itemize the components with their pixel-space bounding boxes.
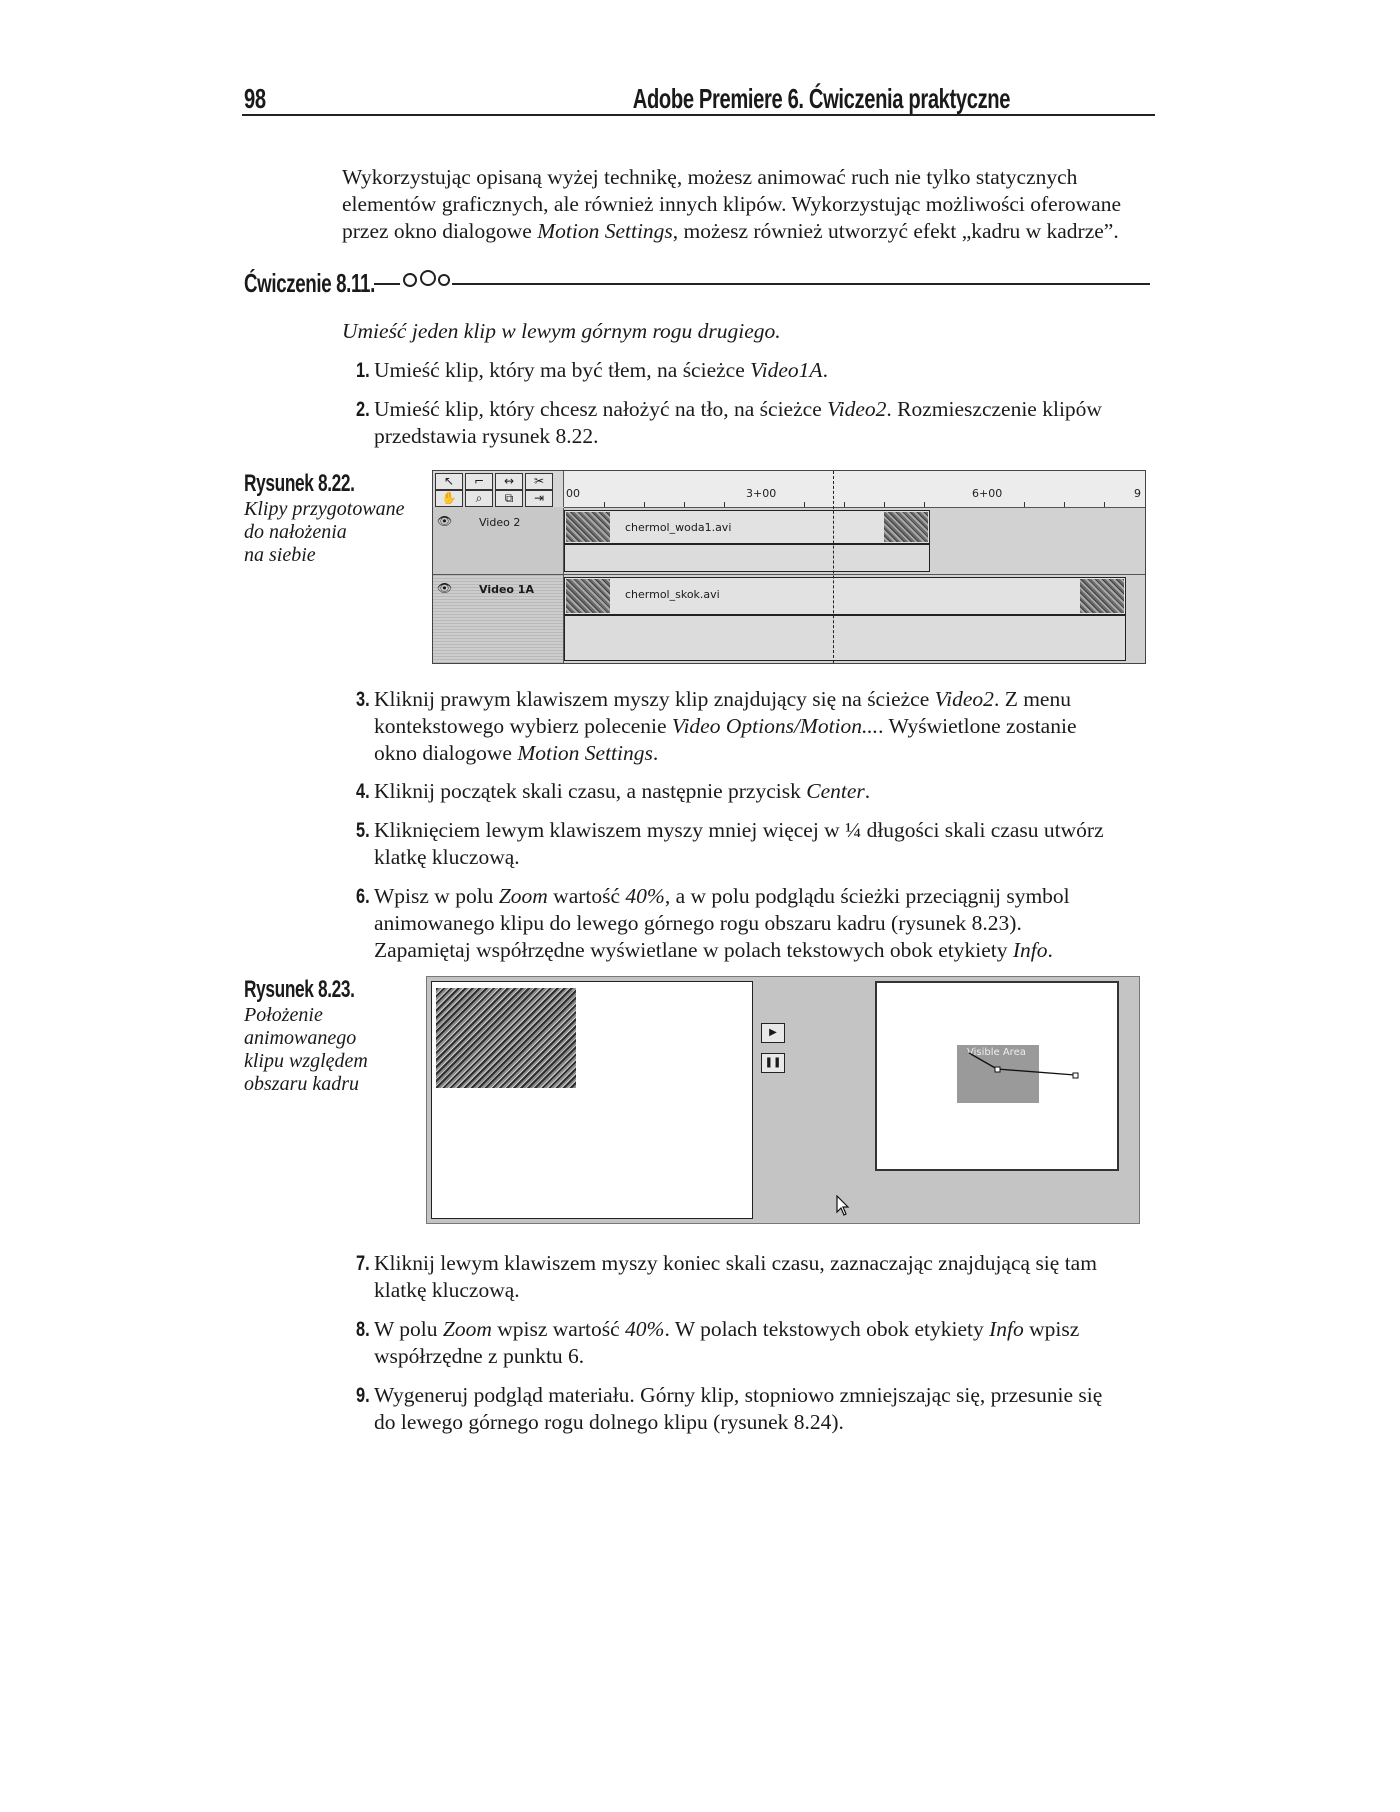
text-run: , a w polu podglądu ścieżki przeciągnij symbol	[664, 884, 1070, 908]
text-run: Wygeneruj podgląd materiału. Górny klip, stopniowo zmniejszając się, przesunie się	[374, 1383, 1103, 1407]
clip-lower-band[interactable]	[564, 615, 1126, 661]
clip-thumbnail	[1080, 579, 1124, 613]
intro-line-3	[342, 218, 1154, 245]
exercise-goal: Umieść jeden klip w lewym górnym rogu drugiego.	[342, 319, 781, 343]
clip-thumbnail	[566, 512, 610, 542]
clip-name: chermol_woda1.avi	[625, 521, 732, 534]
caption-line: animowanego	[244, 1027, 357, 1049]
text-run: .	[1047, 938, 1053, 962]
clip-thumbnail	[566, 579, 610, 613]
block-select-icon[interactable]: ⌐	[465, 473, 493, 490]
step-6	[356, 883, 1156, 962]
exercise-label: Ćwiczenie 8.11.	[244, 268, 375, 298]
eye-icon[interactable]: 👁	[437, 514, 453, 528]
step-number: 4.	[356, 780, 370, 803]
text-run: Kliknij prawym klawiszem myszy klip znajdujący się na ścieżce	[374, 687, 935, 711]
step-number: 6.	[356, 885, 370, 908]
ruler-tick	[924, 502, 925, 507]
clip-woda[interactable]	[564, 510, 930, 544]
text-run-italic: Zoom	[442, 1317, 492, 1341]
text-run: klatkę kluczową.	[374, 1278, 520, 1302]
motion-settings-screenshot	[426, 976, 1140, 1224]
playhead[interactable]	[833, 471, 835, 663]
step-9	[356, 1382, 1156, 1434]
step-3	[356, 686, 1156, 765]
visible-area-label: Visible Area	[967, 1047, 1026, 1058]
track-video2[interactable]	[564, 508, 1145, 575]
text-run-italic: Center	[806, 779, 865, 803]
text-run: W polu	[374, 1317, 443, 1341]
step-number: 1.	[356, 359, 370, 382]
time-ruler[interactable]	[564, 471, 1145, 508]
caption-line: do nałożenia	[244, 521, 347, 543]
figure-8-23-caption	[244, 976, 424, 1096]
ruler-label: 6+00	[972, 487, 1003, 500]
step-7	[356, 1250, 1156, 1302]
step-number: 8.	[356, 1318, 370, 1341]
selection-tool-icon[interactable]: ↖	[435, 473, 463, 490]
text-run: . Z menu	[993, 687, 1071, 711]
ruler-label: 9	[1134, 487, 1141, 500]
pause-icon[interactable]: ❚❚	[761, 1053, 785, 1073]
track-header-video2[interactable]	[433, 508, 564, 575]
text-run: Umieść klip, który chcesz nałożyć na tło, na ścieżce	[374, 397, 828, 421]
text-run-italic: 40%	[625, 884, 665, 908]
text-run-italic: Motion Settings	[517, 741, 653, 765]
caption-line: Klipy przygotowane	[244, 498, 405, 520]
text-run-italic: Video2	[827, 397, 887, 421]
ruler-tick	[724, 502, 725, 507]
ruler-tick	[844, 502, 845, 507]
caption-line: obszaru kadru	[244, 1073, 360, 1095]
text-run: przedstawia rysunek 8.22.	[374, 424, 599, 448]
text-run: Zapamiętaj współrzędne wyświetlane w polach tekstowych obok etykiety	[374, 938, 1013, 962]
step-5	[356, 817, 1156, 869]
track-name: Video 2	[479, 516, 521, 529]
text-run: Kliknij lewym klawiszem myszy koniec skali czasu, zaznaczając znajdującą się tam	[374, 1251, 1097, 1275]
step-8	[356, 1316, 1156, 1368]
text-run: przez okno dialogowe	[342, 219, 538, 243]
text-run: klatkę kluczową.	[374, 845, 520, 869]
ruler-label: 3+00	[746, 487, 777, 500]
exercise-rule	[478, 283, 1150, 285]
clip-skok[interactable]	[564, 577, 1126, 615]
text-run: kontekstowego wybierz polecenie	[374, 714, 672, 738]
motion-path	[877, 983, 1117, 1169]
ruler-tick	[1104, 502, 1105, 507]
text-run: Umieść klip, który ma być tłem, na ścieżce	[374, 358, 751, 382]
ruler-tick	[1064, 502, 1065, 507]
text-run: do lewego górnego rogu dolnego klipu (rysunek 8.24).	[374, 1410, 844, 1434]
motion-path-pane[interactable]	[875, 981, 1119, 1171]
zoom-tool-icon[interactable]: ⌕	[465, 490, 493, 507]
clip-preview-pane	[431, 981, 753, 1219]
hand-tool-icon[interactable]: ✋	[435, 490, 463, 507]
step-2	[356, 396, 1156, 448]
timeline-screenshot	[432, 470, 1146, 664]
track-name: Video 1A	[479, 583, 534, 596]
header-rule	[242, 114, 1155, 116]
play-icon[interactable]: ▶	[761, 1023, 785, 1043]
text-run: Kliknij początek skali czasu, a następnie przycisk	[374, 779, 807, 803]
figure-label: Rysunek 8.23.	[244, 976, 355, 1003]
intro-line-1: Wykorzystując opisaną wyżej technikę, możesz animować ruch nie tylko statycznych	[342, 165, 1078, 189]
text-run: .	[822, 358, 828, 382]
ruler-tick	[884, 502, 885, 507]
figure-label: Rysunek 8.22.	[244, 470, 355, 497]
step-1	[356, 357, 1156, 384]
text-run-italic: Info	[1012, 938, 1048, 962]
text-run: wartość	[547, 884, 626, 908]
ruler-tick	[804, 502, 805, 507]
step-number: 7.	[356, 1252, 370, 1275]
text-run: okno dialogowe	[374, 741, 518, 765]
page-number: 98	[244, 83, 266, 114]
razor-tool-icon[interactable]: ✂	[525, 473, 553, 490]
track-video1a[interactable]	[564, 575, 1145, 664]
text-run: wpisz wartość	[491, 1317, 626, 1341]
text-run: Kliknięciem lewym klawiszem myszy mniej więcej w ¼ długości skali czasu utwórz	[374, 818, 1104, 842]
text-run-italic: Video1A	[750, 358, 823, 382]
track-select-icon[interactable]: ↔	[495, 473, 523, 490]
ruler-tick	[1024, 502, 1025, 507]
intro-line-2: elementów graficznych, ale również innych klipów. Wykorzystując możliwości oferowane	[342, 192, 1121, 216]
mouse-cursor-icon	[835, 1195, 851, 1217]
text-run: animowanego klipu do lewego górnego rogu obszaru kadru (rysunek 8.23).	[374, 911, 1022, 935]
link-tool-icon[interactable]: ⧉	[495, 490, 523, 507]
ruler-label: 00	[566, 487, 580, 500]
timeline-toolbar	[433, 471, 564, 507]
text-run-italic: Video2	[934, 687, 994, 711]
text-run-italic: Zoom	[498, 884, 548, 908]
text-run: .	[864, 779, 871, 803]
in-out-tool-icon[interactable]: ⇥	[525, 490, 553, 507]
figure-8-22-caption	[244, 470, 424, 567]
transparency-band[interactable]	[564, 544, 930, 572]
text-run-italic: 40%	[625, 1317, 665, 1341]
text-run: , możesz również utworzyć efekt „kadru w kadrze”.	[672, 219, 1119, 243]
clip-name: chermol_skok.avi	[625, 588, 720, 601]
ornament-icon	[370, 266, 480, 292]
clip-thumbnail	[884, 512, 928, 542]
caption-line: na siebie	[244, 544, 316, 566]
text-run: współrzędne z punktu 6.	[374, 1344, 585, 1368]
step-number: 3.	[356, 688, 370, 711]
caption-line: klipu względem	[244, 1050, 368, 1072]
text-run-italic: Video Options/Motion...	[671, 714, 879, 738]
text-run-italic: Info	[989, 1317, 1024, 1341]
text-run: Wpisz w polu	[374, 884, 499, 908]
text-run: .	[652, 741, 659, 765]
ruler-tick	[604, 502, 605, 507]
text-run: . Wyświetlone zostanie	[878, 714, 1077, 738]
text-run-italic: Motion Settings	[537, 219, 673, 243]
text-run: wpisz	[1023, 1317, 1080, 1341]
step-number: 2.	[356, 398, 370, 421]
track-header-video1a[interactable]	[433, 575, 564, 664]
step-number: 5.	[356, 819, 370, 842]
text-run: . W polach tekstowych obok etykiety	[664, 1317, 990, 1341]
ruler-tick	[684, 502, 685, 507]
step-number: 9.	[356, 1384, 370, 1407]
text-run: . Rozmieszczenie klipów	[886, 397, 1102, 421]
caption-line: Położenie	[244, 1004, 323, 1026]
clip-thumbnail	[436, 988, 576, 1088]
ruler-tick	[644, 502, 645, 507]
running-title: Adobe Premiere 6. Ćwiczenia praktyczne	[632, 83, 1010, 114]
step-4	[356, 778, 1156, 805]
eye-icon[interactable]: 👁	[437, 581, 453, 595]
intro-paragraph	[342, 164, 1154, 245]
